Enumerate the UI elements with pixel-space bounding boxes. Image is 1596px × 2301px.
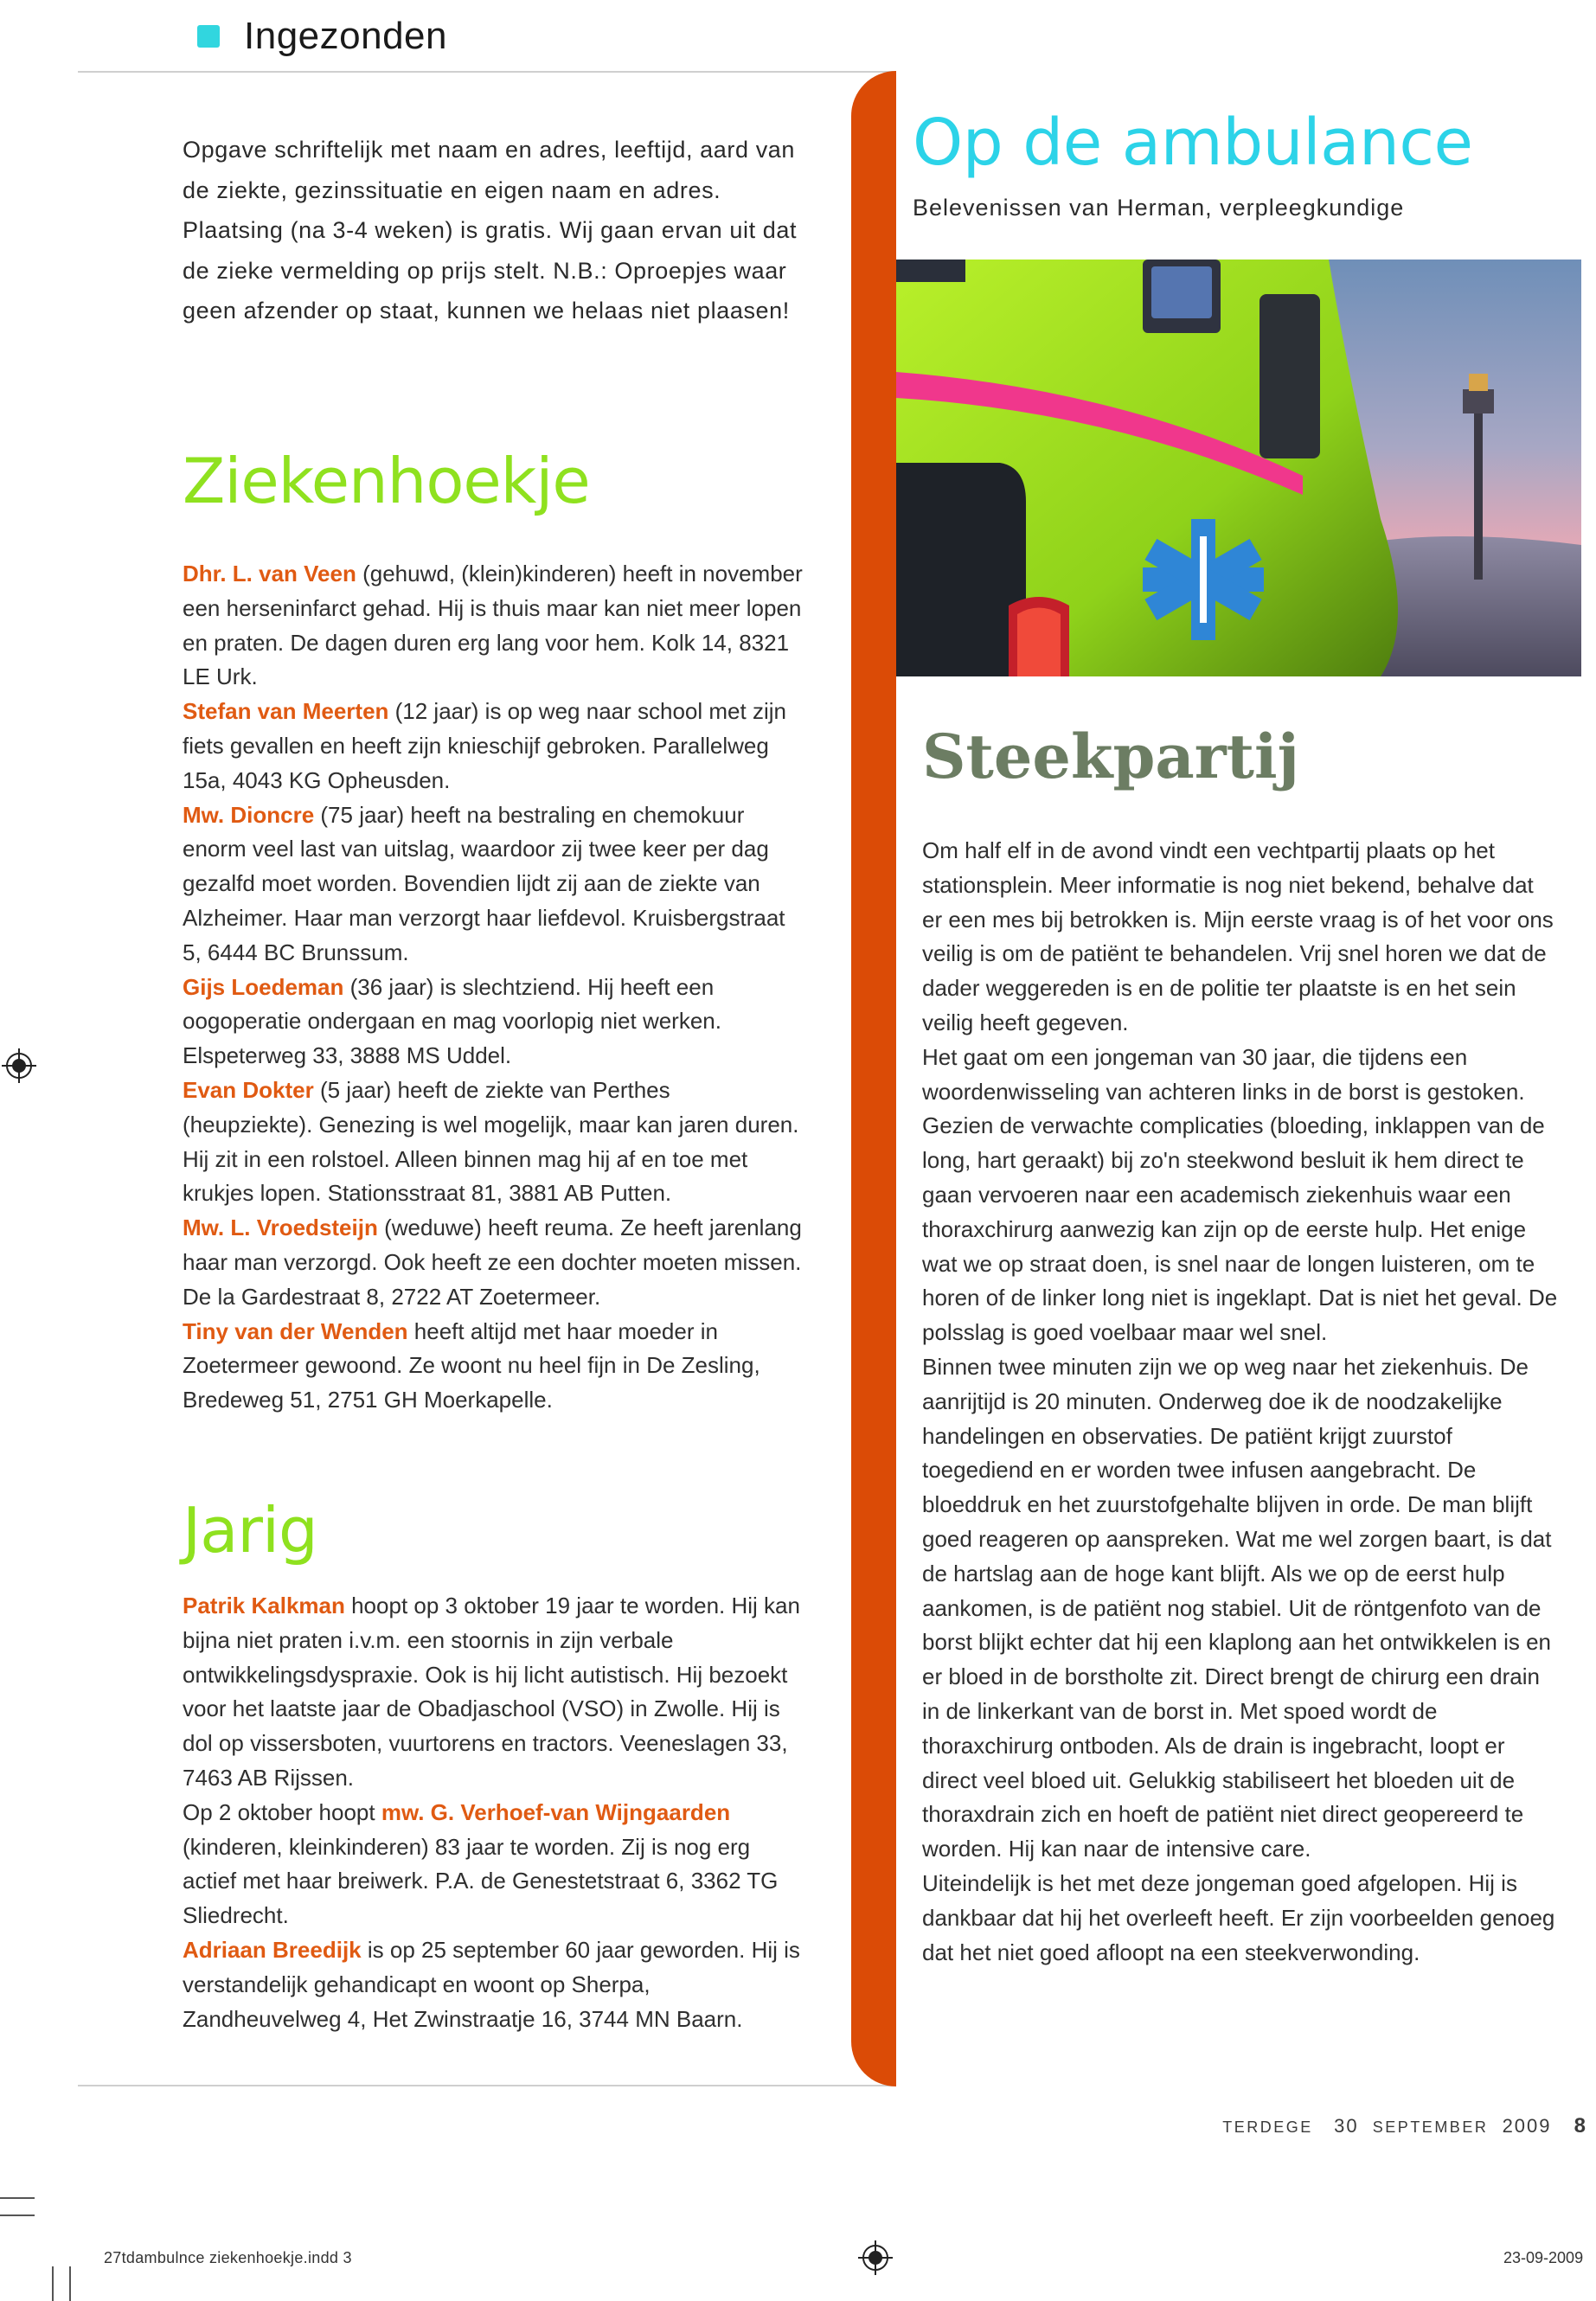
jarig-entry <box>183 1796 805 1933</box>
entry-text: (gehuwd, (klein)kinderen) heeft in november een herseninfarct gehad. Hij is thuis maar kan niet meer lopen en praten. De dagen duren erg lang voor hem. Kolk 14, 8321 LE Urk. <box>183 561 803 690</box>
entry-text: (5 jaar) heeft de ziekte van Perthes (heupziekte). Genezing is wel mogelijk, maar kan jaren duren. Hij zit in een rolstoel. Alleen binnen mag hij af en toe met krukjes lopen. Stationsstraat 81, 3881 AB Putten. <box>183 1076 799 1207</box>
entry-name: Stefan van Meerten <box>183 698 389 725</box>
footer-month: SEPTEMBER <box>1372 2118 1489 2136</box>
section-square-icon <box>197 25 220 48</box>
crop-mark <box>0 2197 35 2199</box>
entry-text: is op 25 september 60 jaar geworden. Hij is verstandelijk gehandicapt en woont op Sherpa, Zandheuvelweg 4, Het Zwinstraatje 16, 3744 MN Baarn. <box>183 1936 800 2032</box>
article-title: Steekpartij <box>922 721 1299 792</box>
jarig-entry <box>183 1589 805 1796</box>
ziek-entry <box>183 695 805 798</box>
entry-name: Mw. L. Vroedsteijn <box>183 1215 378 1241</box>
ziek-entry <box>183 1211 805 1314</box>
section-label: Ingezonden <box>244 15 447 57</box>
entry-text: (75 jaar) heeft na bestraling en chemokuur enorm veel last van uitslag, waardoor zij twee keer per dag gezalfd moet worden. Bovendien lijdt zij aan de ziekte van Alzheimer. Haar man verzorgt haar liefdevol. Kruisbergstraat 5, 6444 BC Brunssum. <box>183 801 785 965</box>
bottom-rule <box>78 2085 895 2086</box>
entry-pre: Op 2 oktober hoopt <box>183 1798 381 1825</box>
article-paragraph: Uiteindelijk is het met deze jongeman goed afgelopen. Hij is dankbaar dat hij het overleeft heeft. Er zijn voorbeelden genoeg dat het niet goed afloopt na een steekverwonding. <box>922 1869 1555 1965</box>
footer-day: 30 <box>1334 2115 1359 2137</box>
ziek-entry <box>183 557 805 695</box>
column-divider-bar <box>851 71 896 2086</box>
ziekenhoekje-heading: Ziekenhoekje <box>183 445 590 517</box>
entry-name: Dhr. L. van Veen <box>183 561 356 586</box>
jarig-heading: Jarig <box>183 1494 317 1567</box>
entry-name: Adriaan Breedijk <box>183 1936 362 1963</box>
entry-name: Gijs Loedeman <box>183 973 344 1000</box>
entry-text: (weduwe) heeft reuma. Ze heeft jarenlang haar man verzorgd. Ook heeft ze een dochter moeten missen. De la Gardestraat 8, 2722 AT Zoetermeer. <box>183 1215 802 1310</box>
jarig-entries <box>183 1589 805 2036</box>
ziek-entry <box>183 1074 805 1211</box>
slug-date: 23-09-2009 <box>1503 2249 1584 2266</box>
slug-filename: 27tdambulnce ziekenhoekje.indd 3 <box>104 2249 352 2266</box>
ambulance-photo <box>896 260 1581 676</box>
entry-name: Mw. Dioncre <box>183 801 315 828</box>
article-paragraph: Om half elf in de avond vindt een vechtpartij plaats op het stationsplein. Meer informatie is nog niet bekend, behalve dat er een mes bij betrokken is. Mijn eerste vraag is of het voor ons veilig is om de patiënt te behandelen. Vrij snel horen we dat de dader weggereden is en de politie ter plaatste is en het sein veilig heeft gegeven. <box>922 837 1554 1035</box>
article-paragraph: Het gaat om een jongeman van 30 jaar, die tijdens een woordenwisseling van achteren links in de borst is gestoken. Gezien de verwachte complicaties (bloeding, inklappen van de long, hart geraakt) bij zo'n steekwond besluit ik hem direct te gaan vervoeren naar een academisch ziekenhuis waar een thoraxchirurg aanwezig kan zijn op de eerste hulp. Het enige wat we op straat doen, is snel naar de longen luisteren, om te horen of de linker long niet is ingeklapt. Dat is niet het geval. De polsslag is goed voelbaar maar wel snel. <box>922 1043 1558 1346</box>
ambulance-photo-illustration <box>896 260 1581 676</box>
article-body <box>922 834 1559 1970</box>
entry-name: Patrik Kalkman <box>183 1593 345 1618</box>
footer-magazine: TERDEGE <box>1222 2118 1313 2136</box>
entry-text: (kinderen, kleinkinderen) 83 jaar te worden. Zij is nog erg actief met haar breiwerk. P.A. de Genestetstraat 6, 3362 TG Sliedrecht. <box>183 1833 779 1929</box>
column-subtitle: Belevenissen van Herman, verpleegkundige <box>913 195 1405 221</box>
entry-text: hoopt op 3 oktober 19 jaar te worden. Hij kan bijna niet praten i.v.m. een stoornis in zijn verbale ontwikkelingsdyspraxie. Ook is hij licht autistisch. Hij bezoekt voor het laatste jaar de Obadjaschool (VSO) in Zwolle. Hij is dol op vissersboten, vuurtorens en tractors. Veeneslagen 33, 7463 AB Rijssen. <box>183 1593 800 1791</box>
entry-name: Evan Dokter <box>183 1076 314 1103</box>
ziek-entry <box>183 798 805 971</box>
ziek-entry <box>183 971 805 1074</box>
entry-text: heeft altijd met haar moeder in Zoetermeer gewoond. Ze woont nu heel fijn in De Zesling, Bredeweg 51, 2751 GH Moerkapelle. <box>183 1317 760 1413</box>
registration-mark-icon <box>858 2240 893 2275</box>
entry-name: Tiny van der Wenden <box>183 1317 408 1344</box>
top-rule <box>78 71 895 73</box>
entry-text: (36 jaar) is slechtziend. Hij heeft een oogoperatie ondergaan en mag voorlopig niet werken. Elspeterweg 33, 3888 MS Uddel. <box>183 973 721 1069</box>
registration-mark-icon <box>2 1048 36 1083</box>
intro-block <box>183 130 805 331</box>
intro-text: Opgave schriftelijk met naam en adres, leeftijd, aard van de ziekte, gezinssituatie en eigen naam en adres. Plaatsing (na 3-4 weken) is gratis. Wij gaan ervan uit dat de zieke vermelding op prijs stelt. N.B.: Oproepjes waar geen afzender op staat, kunnen we helaas niet plaasen! <box>183 137 798 324</box>
ziekenhoekje-entries <box>183 557 805 1418</box>
page-footer <box>1222 2114 1586 2138</box>
page-number: 8 <box>1574 2114 1586 2138</box>
crop-mark <box>52 2266 54 2301</box>
ziek-entry <box>183 1315 805 1418</box>
entry-name: mw. G. Verhoef-van Wijngaarden <box>381 1798 731 1825</box>
entry-text: (12 jaar) is op weg naar school met zijn fiets gevallen en heeft zijn knieschijf gebroken. Parallelweg 15a, 4043 KG Opheusden. <box>183 698 786 793</box>
crop-mark <box>69 2266 71 2301</box>
article-paragraph: Binnen twee minuten zijn we op weg naar het ziekenhuis. De aanrijtijd is 20 minuten. Onderweg doe ik de noodzakelijke handelingen en observaties. De patiënt krijgt zuurstof toegediend en er worden twee infusen aangebracht. De bloeddruk en het zuurstofgehalte blijven in orde. De man blijft goed reageren op aanspreken. Wat me wel zorgen baart, is dat de hartslag aan de hoge kant blijft. Als we op de eerst hulp aankomen, is de patiënt nog stabiel. Uit de röntgenfoto van de borst blijkt echter dat hij een klaplong aan het ontwikkelen is en er bloed in de borstholte zit. Direct brengt de chirurg een drain in de linkerkant van de borst in. Met spoed wordt de thoraxchirurg ontboden. Als de drain is ingebracht, loopt er direct veel bloed uit. Gelukkig stabiliseert het bloeden uit de thoraxdrain zich en hoeft de patiënt niet direct geopereerd te worden. Hij kan naar de intensive care. <box>922 1353 1552 1862</box>
column-title: Op de ambulance <box>913 106 1473 180</box>
footer-year: 2009 <box>1502 2115 1552 2137</box>
crop-mark <box>0 2214 35 2216</box>
jarig-entry <box>183 1933 805 2036</box>
section-tag <box>197 12 447 61</box>
